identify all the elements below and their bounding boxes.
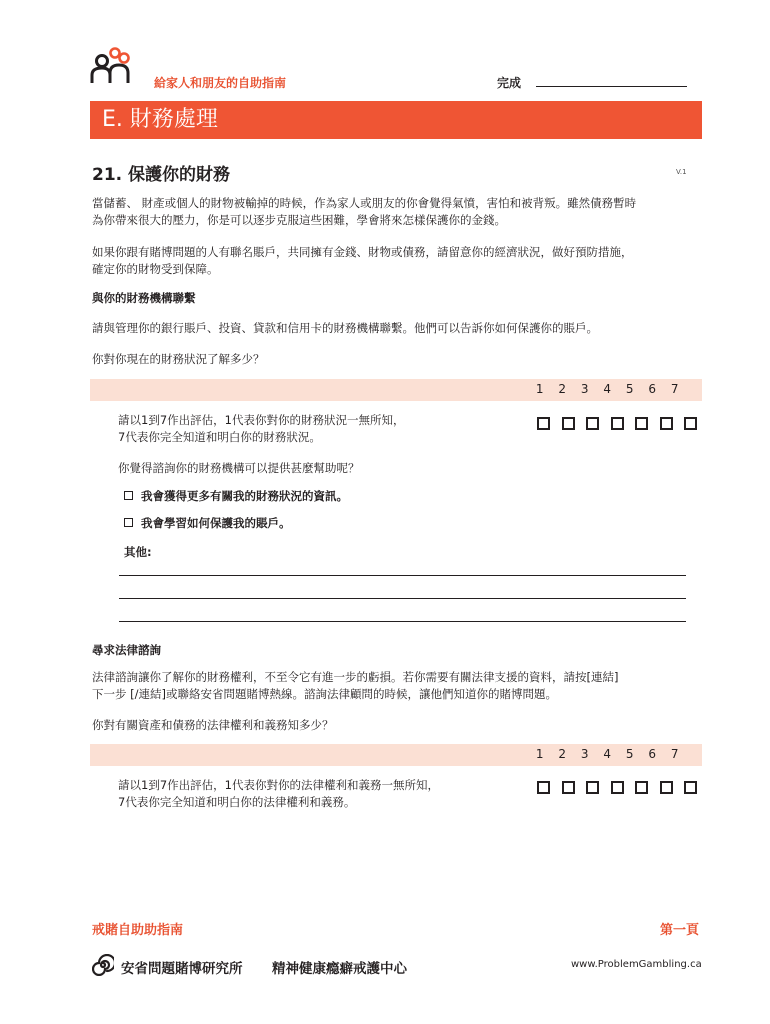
legal-rating-line1: 請以1到7作出評估，1代表你對你的法律權利和義務一無所知， — [118, 778, 439, 792]
financial-heading: 與你的財務機構聯繫 — [92, 291, 196, 305]
rating-checkbox-3[interactable] — [586, 417, 599, 430]
legal-heading: 尋求法律諮詢 — [92, 643, 161, 657]
scale-number: 5 — [625, 747, 634, 761]
done-label: 完成 — [497, 76, 522, 90]
rating-checkbox-1[interactable] — [537, 781, 550, 794]
intro-p2-line1: 如果你跟有賭博問題的人有聯名賬戶，共同擁有金錢、財物或債務，請留意你的經濟狀況，做好預防措施， — [92, 245, 633, 259]
financial-rating-instructions — [118, 412, 518, 446]
financial-question: 你對你現在的財務狀況了解多少？ — [92, 352, 265, 366]
option-checkbox[interactable] — [124, 491, 133, 500]
rating-checkbox-5[interactable] — [635, 417, 648, 430]
help-question: 你覺得諮詢你的財務機構可以提供甚麼幫助呢？ — [118, 461, 360, 475]
rating-checkbox-2[interactable] — [562, 417, 575, 430]
intro-paragraph-2 — [92, 244, 692, 278]
option-checkbox[interactable] — [124, 518, 133, 527]
rating-checkbox-1[interactable] — [537, 417, 550, 430]
option-more-info[interactable] — [124, 488, 348, 504]
footer-org-name-1: 安省問題賭博研究所 — [121, 961, 243, 977]
version-label: V.1 — [676, 168, 687, 176]
legal-rating-checkboxes — [537, 781, 709, 794]
legal-paragraph — [92, 669, 692, 703]
intro-p1-line2: 為你帶來很大的壓力，你是可以逐步克服這些困難，學會將來怎樣保護你的金錢。 — [92, 213, 506, 227]
rating-checkbox-7[interactable] — [684, 781, 697, 794]
footer-guide-name: 戒賭自助助指南 — [92, 923, 184, 938]
financial-paragraph: 請與管理你的銀行賬戶、投資、貸款和信用卡的財務機構聯繫。他們可以告訴你如何保護你的賬戶。 — [92, 321, 598, 335]
done-input-line[interactable] — [536, 86, 687, 87]
rating-checkbox-2[interactable] — [562, 781, 575, 794]
people-logo-icon — [88, 45, 134, 87]
rating-scale-header-1 — [90, 379, 702, 401]
rating-checkbox-4[interactable] — [611, 417, 624, 430]
financial-rating-checkboxes — [537, 417, 709, 430]
rating-checkbox-6[interactable] — [660, 781, 673, 794]
footer-page-label: 第一頁 — [660, 923, 700, 938]
scale-number: 7 — [670, 747, 679, 761]
header-subtitle: 給家人和朋友的自助指南 — [154, 76, 287, 90]
intro-paragraph-1 — [92, 195, 692, 229]
scale-number: 1 — [535, 747, 544, 761]
spiral-logo-icon — [92, 954, 114, 976]
rating-scale-header-2 — [90, 744, 702, 766]
scale-number: 3 — [580, 747, 589, 761]
footer-org-name-2: 精神健康瘾癖戒護中心 — [272, 961, 407, 977]
scale-number: 4 — [603, 382, 612, 396]
legal-p1-line2: 下一步 [/連結]或聯絡安省問題賭博熱線。諮詢法律顧問的時候，讓他們知道你的賭博問題。 — [92, 687, 557, 701]
rating-checkbox-5[interactable] — [635, 781, 648, 794]
option-label: 我會獲得更多有關我的財務狀況的資訊。 — [141, 489, 348, 503]
other-input-line-1[interactable] — [119, 575, 686, 576]
scale-number: 6 — [648, 747, 657, 761]
footer-url-link[interactable]: www.ProblemGambling.ca — [571, 959, 702, 970]
scale-number: 1 — [535, 382, 544, 396]
rating-checkbox-6[interactable] — [660, 417, 673, 430]
section-banner: E. 財務處理 — [90, 101, 702, 139]
other-input-line-3[interactable] — [119, 621, 686, 622]
rating-checkbox-4[interactable] — [611, 781, 624, 794]
legal-question: 你對有關資產和債務的法律權利和義務知多少？ — [92, 718, 334, 732]
scale-number: 2 — [558, 382, 567, 396]
scale-number: 7 — [670, 382, 679, 396]
scale-number: 6 — [648, 382, 657, 396]
financial-rating-line1: 請以1到7作出評估，1代表你對你的財務狀況一無所知， — [118, 413, 405, 427]
legal-p1-line1: 法律諮詢讓你了解你的財務權利，不至令它有進一步的虧損。若你需要有關法律支援的資料，請按[連結] — [92, 670, 619, 684]
legal-rating-line2: 7代表你完全知道和明白你的法律權利和義務。 — [118, 795, 356, 809]
intro-p2-line2: 確定你的財物受到保障。 — [92, 262, 219, 276]
rating-checkbox-3[interactable] — [586, 781, 599, 794]
financial-rating-line2: 7代表你完全知道和明白你的財務狀況。 — [118, 430, 321, 444]
intro-p1-line1: 當儲蓄、 財產或個人的財物被輸掉的時候，作為家人或朋友的你會覺得氣憤，害怕和被背叛。雖然債務暫時 — [92, 196, 637, 210]
option-label: 我會學習如何保護我的賬戶。 — [141, 516, 291, 530]
scale-number: 3 — [580, 382, 589, 396]
scale-number: 4 — [603, 747, 612, 761]
scale-number: 5 — [625, 382, 634, 396]
page-title: 21. 保護你的財務 — [92, 165, 231, 185]
rating-checkbox-7[interactable] — [684, 417, 697, 430]
option-protect-account[interactable] — [124, 515, 291, 531]
legal-rating-instructions — [118, 777, 518, 811]
scale-number: 2 — [558, 747, 567, 761]
other-input-line-2[interactable] — [119, 598, 686, 599]
other-label: 其他: — [124, 545, 152, 559]
